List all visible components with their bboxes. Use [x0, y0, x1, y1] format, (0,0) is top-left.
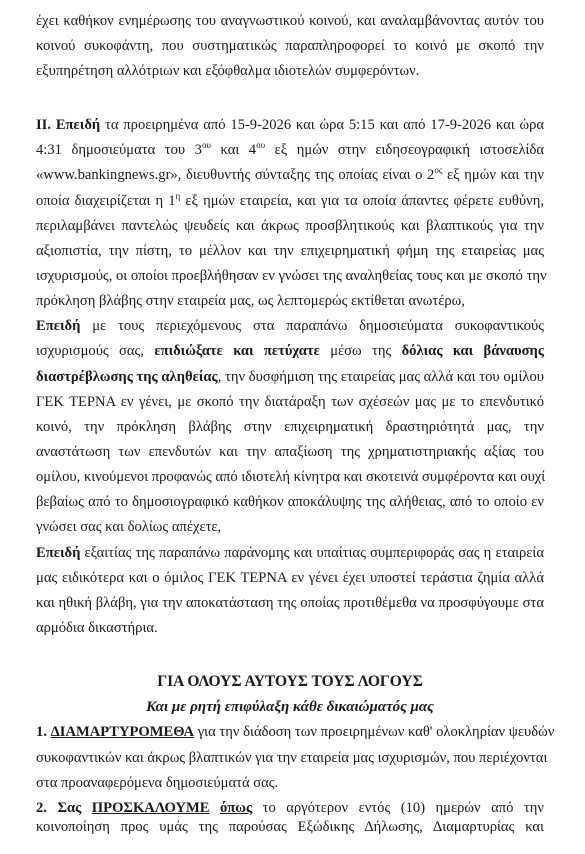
paragraph-line: γνώσει σας και δολίως απέχετε, — [36, 519, 222, 535]
ordinal-superscript: η — [175, 191, 181, 202]
item-number: 2. — [36, 800, 47, 816]
text-fragment: μέσω της — [319, 343, 402, 359]
text-fragment: 4:31 δημοσιεύματα του 3 — [36, 142, 202, 158]
section-number: II. — [36, 117, 52, 133]
section-ii-line: ισχυρισμούς, οι οποίοι προεβλήθησαν εν γνώσει της αναληθείας τους και με σκοπό την — [36, 268, 547, 284]
paragraph-line: βεβαίως από το δημοσιογραφικό καθήκον αποκάλυψης της αλήθειας, από το οποίο εν — [36, 494, 544, 510]
text-fragment: τα προειρημένα από 15-9-2026 και ώρα 5:15 και από 17-9-2026 και ώρα — [100, 117, 545, 133]
bold-keyword: Επειδή — [36, 318, 81, 334]
paragraph-line — [36, 544, 544, 562]
paragraph-line: αρμόδια δικαστήρια. — [36, 620, 158, 636]
section-subheading: Και με ρητή επιφύλαξη κάθε δικαιώματός μας — [146, 699, 434, 715]
section-ii-line — [36, 116, 544, 134]
text-line: εξυπηρέτηση αλλότριων και εξόφθαλμα ιδιοτελών συμφερόντων. — [36, 63, 420, 79]
section-ii-line — [36, 166, 544, 184]
text-fragment: στα προαναφερόμενα δημοσιεύματά σας. — [36, 775, 279, 791]
text-fragment: οποία διαχειρίζεται η 1 — [36, 193, 176, 209]
bold-keyword: Επειδή — [36, 545, 81, 561]
bold-keyword: Επειδή — [55, 117, 101, 133]
text-fragment: το αργότερον εντός (10) ημερών από την — [252, 800, 544, 816]
bold-keyword: ΔΙΑΜΑΡΤΥΡΟΜΕΘΑ — [50, 724, 195, 740]
item-number: 1. — [36, 724, 47, 740]
text-fragment: «www.bankingnews.gr», διευθυντής σύνταξης της οποίας είναι ο 2 — [36, 167, 435, 183]
bold-phrase: δόλιας και βάναυσης — [401, 343, 544, 359]
paragraph-line: αναστάτωση των επενδυτών και την απαξίωση της χρηματιστηριακής αξίας του — [36, 444, 544, 460]
text-line: κοινού συκοφάντη, που συστηματικώς παραπληροφορεί το κοινό με σκοπό την — [36, 38, 544, 54]
bold-phrase: επιδιώξατε και πετύχατε — [154, 343, 320, 359]
text-fragment: για την διάδοση των προειρημένων καθ' ολοκληρίαν ψευδών — [194, 724, 555, 740]
bold-keyword: Σας — [57, 800, 82, 816]
text-fragment: εξ ημών στην ειδησεογραφική ιστοσελίδα — [265, 142, 544, 158]
item-1-line — [36, 723, 555, 741]
section-ii-line — [36, 192, 544, 210]
text-fragment: , την δυσφήμιση της εταιρείας μας αλλά και του ομίλου — [217, 369, 544, 385]
section-heading: ΓΙΑ ΟΛΟΥΣ ΑΥΤΟΥΣ ΤΟΥΣ ΛΟΓΟΥΣ — [157, 673, 423, 690]
bold-keyword: ΠΡΟΣΚΑΛΟΥΜΕ — [91, 800, 210, 816]
ordinal-superscript: ου — [201, 140, 211, 151]
text-fragment: εξ ημών και την — [442, 167, 545, 183]
paragraph-line: κοινό, την πρόκληση βλάβης στην επιχειρηματική δραστηριότητά μας, την — [36, 419, 544, 435]
ordinal-superscript: ου — [256, 140, 266, 151]
ordinal-superscript: ος — [434, 165, 443, 176]
paragraph-line — [36, 317, 544, 335]
paragraph-line: ΓΕΚ ΤΕΡΝΑ εν γένει, με σκοπό την διατάραξη των σχέσεών μας με το επενδυτικό — [36, 394, 544, 410]
bold-phrase: διαστρέβλωσης της αληθείας — [36, 369, 218, 385]
paragraph-line — [36, 342, 544, 360]
text-fragment: και 4 — [210, 142, 257, 158]
text-fragment: εξαιτίας της παραπάνω παράνομης και υπαίτιας συμπεριφοράς σας η εταιρεία — [80, 545, 544, 561]
item-1-line: συκοφαντικών και άκρως βλαπτικών για την εταιρεία μας ισχυρισμών, που περιέχονται — [36, 750, 548, 766]
text-fragment: κοινοποίηση προς υμάς της παρούσας Εξώδικης Δήλωσης, Διαμαρτυρίας και — [36, 819, 544, 835]
bold-keyword: όπως — [219, 800, 253, 816]
text-line: έχει καθήκον ενημέρωσης του αναγνωστικού κοινού, και αναλαμβάνοντας αυτόν του — [36, 13, 544, 29]
text-fragment: ισχυρισμούς σας, — [36, 343, 155, 359]
section-ii-line: περιλαμβάνει παντελώς ψευδείς και άκρως προσβλητικούς και βλαπτικούς για την — [36, 218, 544, 234]
section-ii-line: πρόκληση βλάβης στην εταιρεία μας, ως λεπτομερώς εκτίθεται ανωτέρω, — [36, 293, 465, 309]
section-ii-line: αξιοπιστία, την πίστη, το μέλλον και την επιχειρηματική φήμη της εταιρείας μας — [36, 243, 544, 259]
paragraph-line: και ηθική βλάβη, για την αποκατάσταση της οποίας προτιθέμεθα να προσφύγουμε στα — [36, 595, 544, 611]
section-ii-line — [36, 141, 544, 159]
text-fragment: με τους περιεχόμενους στα παραπάνω δημοσιεύματα συκοφαντικούς — [80, 318, 544, 334]
text-fragment: εξ ημών εταιρεία, και για τα οποία άπαντες φέρετε ευθύνη, — [180, 193, 544, 209]
paragraph-line — [36, 368, 544, 386]
paragraph-line: μας ειδικότερα και ο όμιλος ΓΕΚ ΤΕΡΝΑ εν γένει έχει υποστεί τεράστια ζημία αλλά — [36, 570, 544, 586]
paragraph-line: ομίλου, κινούμενοι προφανώς από ιδιοτελή κίνητρα και σκοτεινά συμφέροντα και ουχί — [36, 469, 546, 485]
